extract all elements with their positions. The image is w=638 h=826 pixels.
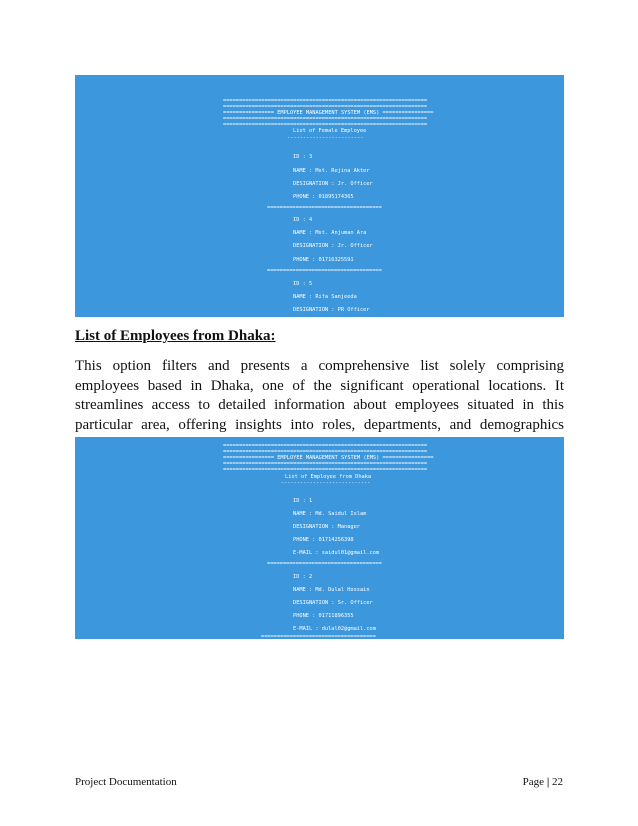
console-list-title: List of Female Employee xyxy=(293,128,367,134)
section-paragraph: This option filters and presents a comprehensive list solely comprising employees based in Dhaka, one of the significant operational locations. It streamlines access to detailed information about employees situated in this particular area, offering insights into roles, departments, and demographics xyxy=(75,358,564,433)
record-email: E-MAIL : dulal02@gmail.com xyxy=(293,626,376,632)
record-id: ID : 3 xyxy=(293,154,313,160)
footer-pipe: | xyxy=(546,776,550,788)
record-name: NAME : Mst. Rejina Akter xyxy=(293,168,370,174)
record-phone: PHONE : 01711896355 xyxy=(293,613,354,619)
record-phone: PHONE : 01714256398 xyxy=(293,537,354,543)
console-border: ================================================================ xyxy=(223,98,428,104)
record-phone: PHONE : 01895174365 xyxy=(293,194,354,200)
console-border: ================================================================ xyxy=(223,467,428,473)
record-name: NAME : Md. Dulal Hossain xyxy=(293,587,370,593)
record-id: ID : 1 xyxy=(293,498,313,504)
console-system-title: ================ EMPLOYEE MANAGEMENT SYSTEM (EMS) ================ xyxy=(223,455,434,461)
console-title-underline: ------------------------ xyxy=(287,135,364,141)
console-border: ================================================================ xyxy=(223,122,428,128)
record-name: NAME : Rifa Sanjeeda xyxy=(293,294,357,300)
section-heading: List of Employees from Dhaka: xyxy=(75,328,276,344)
console-border: ================================================================ xyxy=(223,104,428,110)
console-title-underline: ---------------------------- xyxy=(281,480,371,486)
console-border: ================================================================ xyxy=(223,449,428,455)
console-border: ================================================================ xyxy=(223,443,428,449)
console-screenshot-dhaka-employees xyxy=(75,437,564,639)
record-id: ID : 5 xyxy=(293,281,313,287)
record-name: NAME : Mst. Anjuman Ara xyxy=(293,230,367,236)
record-id: ID : 2 xyxy=(293,574,313,580)
record-designation: DESIGNATION : Manager xyxy=(293,524,360,530)
footer-document-title: Project Documentation xyxy=(75,776,177,788)
console-border: ================================================================ xyxy=(223,461,428,467)
console-list-title: List of Employee from Dhaka xyxy=(285,474,372,480)
record-email: E-MAIL : saidul01@gmail.com xyxy=(293,550,380,556)
console-screenshot-female-employees xyxy=(75,75,564,317)
footer-page-value: 22 xyxy=(552,776,563,788)
footer-page-label: Page xyxy=(522,776,545,788)
footer-page-number xyxy=(523,776,563,788)
console-system-title: ================ EMPLOYEE MANAGEMENT SYSTEM (EMS) ================ xyxy=(223,110,434,116)
record-separator: ==================================== xyxy=(267,205,382,211)
record-designation: DESIGNATION : Sr. Officer xyxy=(293,600,373,606)
record-designation: DESIGNATION : Jr. Officer xyxy=(293,243,373,249)
console-border: ================================================================ xyxy=(223,116,428,122)
record-designation: DESIGNATION : Jr. Officer xyxy=(293,181,373,187)
record-id: ID : 4 xyxy=(293,217,313,223)
record-phone: PHONE : 01716325591 xyxy=(293,257,354,263)
record-name: NAME : Md. Saidul Islam xyxy=(293,511,367,517)
record-designation: DESIGNATION : PR Officer xyxy=(293,307,370,313)
record-separator: ==================================== xyxy=(267,268,382,274)
record-separator: ==================================== xyxy=(267,561,382,567)
record-separator: ==================================== xyxy=(261,634,376,639)
